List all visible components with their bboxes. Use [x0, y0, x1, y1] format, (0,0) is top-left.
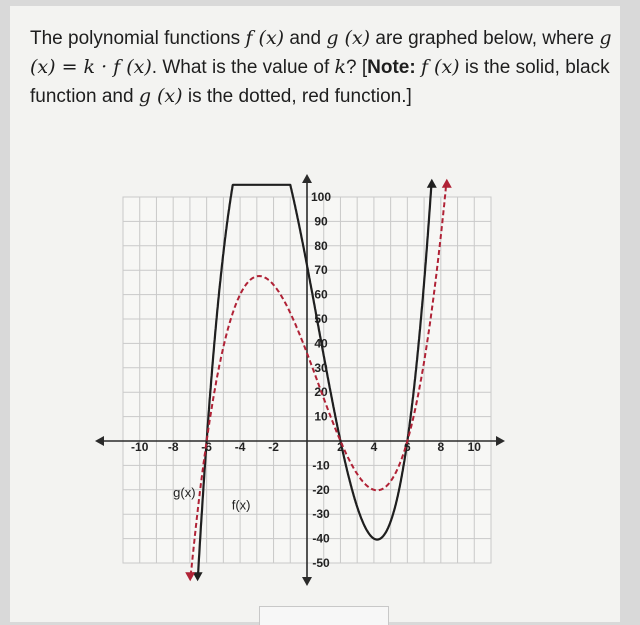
math-f: f (x) [420, 56, 460, 78]
x-tick-label: -10 [131, 440, 149, 454]
x-tick-label: -2 [268, 440, 279, 454]
math-equation: g (x) = k · f (x) [30, 27, 612, 78]
y-tick-label: 80 [314, 238, 328, 253]
question-fragment: is the dotted, red function.] [182, 86, 412, 107]
note-label: Note: [367, 57, 416, 78]
question-fragment: is the solid, black function and [30, 57, 610, 107]
question-fragment: The polynomial functions [30, 28, 246, 49]
y-tick-label: -50 [312, 556, 330, 570]
x-tick-label: 6 [404, 440, 411, 454]
y-tick-label: 60 [314, 287, 328, 302]
math-k: k [334, 56, 347, 78]
x-tick-label: 8 [437, 440, 445, 454]
series-arrow-up [427, 179, 437, 188]
x-axis-left-arrow [95, 436, 104, 446]
y-tick-label: 100 [310, 190, 332, 204]
y-axis-up-arrow [302, 174, 312, 183]
question-fragment: . What is the value of [151, 57, 335, 78]
question-fragment: are graphed below, where [370, 28, 600, 49]
math-g: g (x) [138, 85, 183, 107]
series-label: g(x) [173, 485, 196, 501]
x-tick-label: -6 [201, 440, 212, 454]
x-axis-right-arrow [496, 436, 505, 446]
y-tick-label: -40 [312, 531, 330, 546]
y-tick-label: 50 [314, 312, 328, 326]
question-fragment: and [284, 28, 327, 49]
x-tick-label: 2 [337, 440, 344, 454]
x-tick-label: -8 [167, 440, 179, 454]
x-tick-label: -4 [234, 440, 246, 454]
y-tick-label: 30 [314, 360, 328, 375]
y-tick-label: 40 [314, 336, 328, 351]
series-label: f(x) [231, 497, 251, 513]
x-tick-label: 10 [467, 440, 481, 454]
y-axis-down-arrow [302, 577, 312, 586]
y-tick-label: -20 [312, 482, 330, 497]
series-arrow-up [442, 179, 452, 188]
answer-input[interactable] [259, 606, 389, 625]
question-fragment: ? [ [346, 57, 368, 78]
y-tick-label: 10 [314, 409, 328, 424]
y-tick-label: 20 [314, 385, 328, 400]
y-tick-label: 90 [314, 214, 328, 229]
y-tick-label: -10 [312, 458, 330, 473]
y-tick-label: 70 [314, 263, 328, 278]
math-g: g (x) [326, 27, 371, 49]
x-tick-label: 4 [370, 440, 378, 454]
math-f: f (x) [245, 27, 285, 49]
y-tick-label: -30 [312, 507, 330, 522]
series-arrow-down [185, 572, 195, 581]
